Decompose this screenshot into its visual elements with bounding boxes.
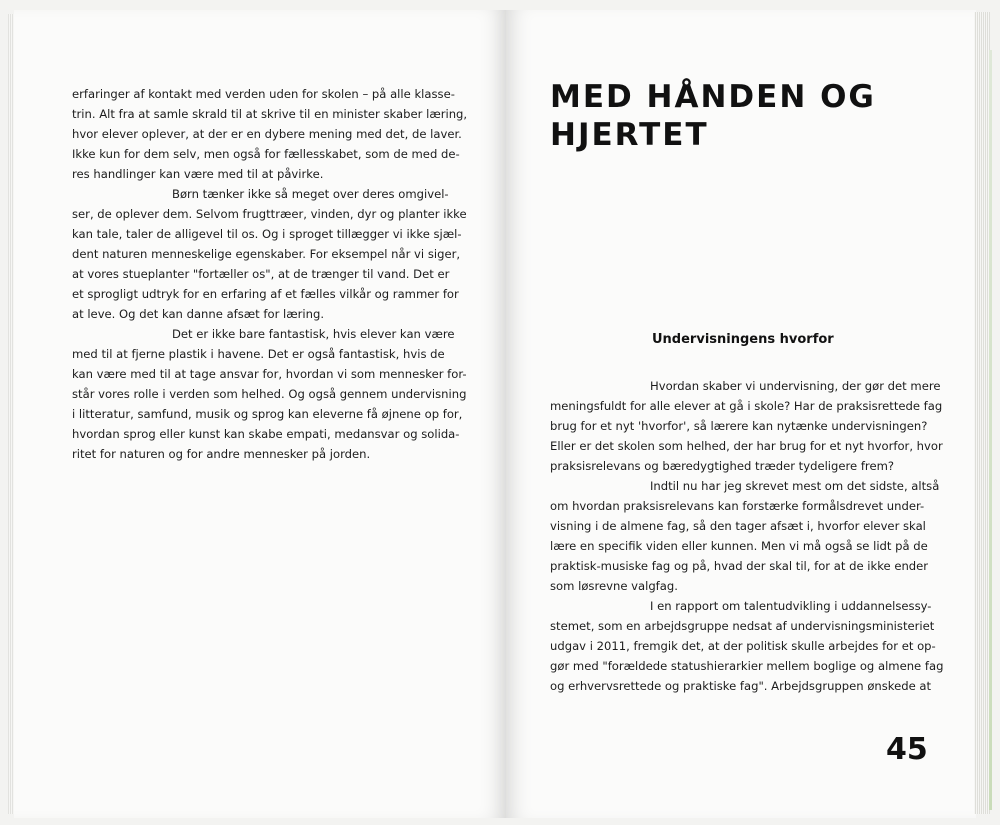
left-page-body <box>72 84 468 464</box>
left-page-line: hvor elever oplever, at der er en dybere mening med det, de laver. <box>72 127 462 141</box>
right-page-line: meningsfuldt for alle elever at gå i skole? Har de praksisrettede fag <box>550 399 943 413</box>
left-page-line: kan være med til at tage ansvar for, hvordan vi som mennesker for- <box>72 367 467 381</box>
section-subheading: Undervisningens hvorfor <box>652 332 834 347</box>
left-page-line: ser, de oplever dem. Selvom frugttræer, vinden, dyr og planter ikke <box>72 207 467 221</box>
right-page-line: visning i de almene fag, så den tager afsæt i, hvorfor elever skal <box>550 519 926 533</box>
left-page-line: Ikke kun for dem selv, men også for fællesskabet, som de med de- <box>72 147 460 161</box>
left-page-line: hvordan sprog eller kunst kan skabe empati, medansvar og solida- <box>72 427 460 441</box>
green-page-edge <box>989 50 992 810</box>
right-page-line: brug for et nyt 'hvorfor', så lærere kan nytænke undervisningen? <box>550 419 928 433</box>
right-page-body <box>550 376 944 696</box>
right-page-line: Hvordan skaber vi undervisning, der gør det mere <box>650 379 941 393</box>
right-page-edges <box>974 12 990 814</box>
left-page-line: res handlinger kan være med til at påvirke. <box>72 167 324 181</box>
right-page <box>506 10 976 818</box>
right-page-line: om hvordan praksisrelevans kan forstærke formålsdrevet under- <box>550 499 925 513</box>
left-page-line: Børn tænker ikke så meget over deres omgivel- <box>172 187 449 201</box>
right-page-line: Indtil nu har jeg skrevet mest om det sidste, altså <box>650 479 940 493</box>
book-spread <box>8 10 992 818</box>
right-page-line: som løsrevne valgfag. <box>550 579 678 593</box>
chapter-title-line-1: MED HÅNDEN OG <box>550 79 876 115</box>
left-page-line: trin. Alt fra at samle skrald til at skrive til en minister skaber læring, <box>72 107 468 121</box>
chapter-title-line-2: HJERTET <box>550 117 709 153</box>
left-page-line: ritet for naturen og for andre mennesker på jorden. <box>72 447 371 461</box>
left-page-line: kan tale, taler de alligevel til os. Og i sproget tillægger vi ikke sjæl- <box>72 227 462 241</box>
left-page-line: i litteratur, samfund, musik og sprog kan eleverne få øjnene op for, <box>72 407 463 421</box>
left-page-line: dent naturen menneskelige egenskaber. For eksempel når vi siger, <box>72 247 461 261</box>
left-page-line: med til at fjerne plastik i havene. Det er også fantastisk, hvis de <box>72 347 445 361</box>
right-page-line: stemet, som en arbejdsgruppe nedsat af undervisningsministeriet <box>550 619 935 633</box>
chapter-title <box>550 78 876 154</box>
left-page <box>14 10 506 818</box>
left-page-line: står vores rolle i verden som helhed. Og også gennem undervisning <box>72 387 467 401</box>
right-page-line: praksisrelevans og bæredygtighed træder tydeligere frem? <box>550 459 895 473</box>
right-page-line: udgav i 2011, fremgik det, at der politisk skulle arbejdes for et op- <box>550 639 936 653</box>
left-page-line: Det er ikke bare fantastisk, hvis elever kan være <box>172 327 455 341</box>
page-number: 45 <box>886 732 928 767</box>
right-page-line: gør med "forældede statushierarkier mellem boglige og almene fag <box>550 659 944 673</box>
left-page-line: at vores stueplanter "fortæller os", at de trænger til vand. Det er <box>72 267 450 281</box>
left-page-line: erfaringer af kontakt med verden uden for skolen – på alle klasse- <box>72 87 455 101</box>
right-page-line: og erhvervsrettede og praktiske fag". Arbejdsgruppen ønskede at <box>550 679 932 693</box>
left-page-line: et sprogligt udtryk for en erfaring af et fælles vilkår og rammer for <box>72 287 459 301</box>
right-page-line: praktisk-musiske fag og på, hvad der skal til, for at de ikke ender <box>550 559 929 573</box>
left-page-line: at leve. Og det kan danne afsæt for læring. <box>72 307 325 321</box>
right-page-line: I en rapport om talentudvikling i uddannelsessy- <box>650 599 932 613</box>
right-page-line: lære en specifik viden eller kunnen. Men vi må også se lidt på de <box>550 539 928 553</box>
right-page-line: Eller er det skolen som helhed, der har brug for et nyt hvorfor, hvor <box>550 439 943 453</box>
